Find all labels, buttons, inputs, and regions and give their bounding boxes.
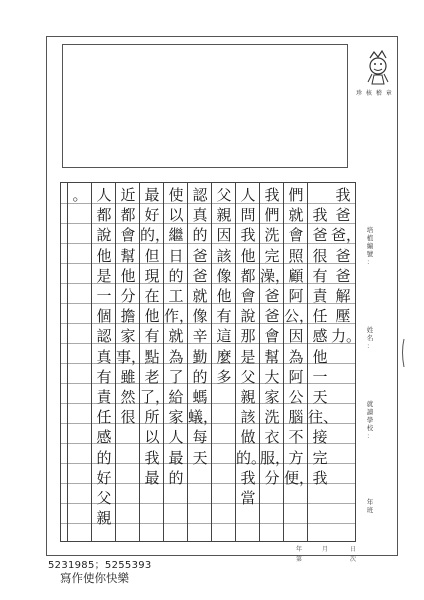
grid-column <box>187 183 219 541</box>
grade-label: 年 班 <box>366 498 374 514</box>
handwritten-line: 們就會照顧阿公，因為阿公腦不方便， <box>284 186 315 487</box>
handwritten-line: 人都說他是一個認真有責任感的好父親 <box>96 186 112 528</box>
teacher-comment-box <box>62 44 348 168</box>
slogan: 寫作使你快樂 <box>60 571 129 585</box>
class-code-label: 培 植 編 號 ： <box>366 226 374 266</box>
handwritten-line: 人問我他都會說那是父親該做的。我當 <box>236 186 267 508</box>
grid-column <box>331 183 362 541</box>
composition-grid <box>60 182 362 542</box>
grid-column <box>307 183 339 541</box>
pen-mark-icon <box>400 338 408 368</box>
handwritten-line: 最好的，但現在他有點老了，所以我最 <box>140 186 171 487</box>
grid-column <box>67 183 91 541</box>
handwritten-line: 使以繼日的工作，就為了給家人最的 <box>164 186 195 487</box>
name-label: 姓 名 ： <box>366 326 374 350</box>
handwritten-line: 認真的爸爸就像辛勤的螞蟻，每天 <box>188 186 219 467</box>
handwritten-line: 我們洗完澡，爸爸會幫大家洗衣服，分 <box>260 186 291 487</box>
handwritten-line: 父親因該像他有這麼多 <box>216 186 232 386</box>
grid-column <box>115 183 147 541</box>
meta-year: 年 <box>296 546 303 553</box>
meta-month: 月 <box>322 546 329 553</box>
phone-numbers: 5231985；5255393 <box>48 560 152 571</box>
grid-column <box>259 183 291 541</box>
handwritten-line: 近都會幫他分擔家事，雖然很 <box>116 186 147 427</box>
handwritten-line: 我爸爸，爸爸解壓力。 <box>331 186 362 346</box>
meta-ordinal: 第 <box>296 556 303 563</box>
handwritten-line: 。 <box>72 186 88 204</box>
grid-column <box>211 183 235 541</box>
meta-times: 次 <box>350 556 357 563</box>
grid-column <box>91 183 115 541</box>
stamp-label: 珍 核 稽 章 <box>356 90 393 97</box>
grid-column <box>283 183 315 541</box>
school-label: 就 讀 學 校 ： <box>366 400 374 440</box>
grid-column <box>235 183 267 541</box>
meta-day: 日 <box>350 546 357 553</box>
stamp-figure-icon <box>360 44 396 86</box>
handwritten-line: 我爸很有責任感他一天往、接完我 <box>308 186 339 487</box>
